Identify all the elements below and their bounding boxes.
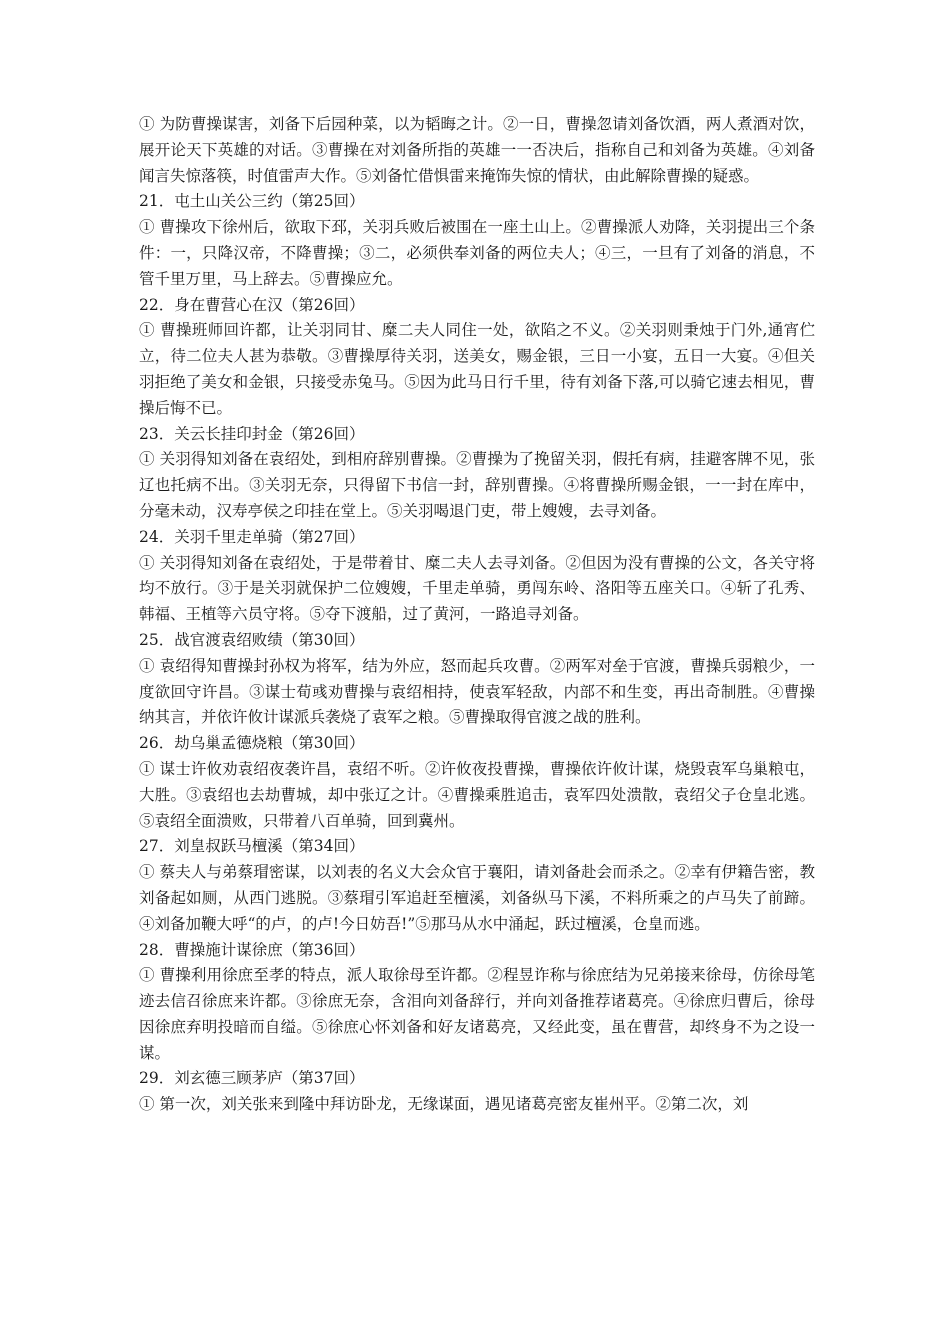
section-25	[139, 628, 815, 731]
section-paragraph: ① 曹操班师回许都，让关羽同甘、糜二夫人同住一处，欲陷之不义。②关羽则秉烛于门外,通宵伫立，待二位夫人甚为恭敬。③曹操厚待关羽，送美女，赐金银，三日一小宴，五日一大宴。④但关羽拒绝了美女和金银，只接受赤兔马。⑤因为此马日行千里，待有刘备下落,可以骑它速去相见，曹操后悔不已。	[139, 321, 815, 417]
section-heading: 21．屯土山关公三约（第25回）	[139, 192, 365, 211]
section-heading: 28．曹操施计谋徐庶（第36回）	[139, 940, 365, 959]
section-heading: 27．刘皇叔跃马檀溪（第34回）	[139, 837, 365, 856]
section-heading: 23．关云长挂印封金（第26回）	[139, 424, 365, 443]
section-paragraph: ① 曹操攻下徐州后，欲取下邳，关羽兵败后被围在一座土山上。②曹操派人劝降，关羽提出三个条件：一，只降汉帝，不降曹操；③二，必须供奉刘备的两位夫人；④三，一旦有了刘备的消息，不管千里万里，马上辞去。⑤曹操应允。	[139, 218, 815, 288]
section-paragraph: ① 关羽得知刘备在袁绍处，到相府辞别曹操。②曹操为了挽留关羽，假托有病，挂避客牌不见，张辽也托病不出。③关羽无奈，只得留下书信一封，辞别曹操。④将曹操所赐金银，一一封在库中，分毫未动，汉寿亭侯之印挂在堂上。⑤关羽喝退门吏，带上嫂嫂，去寻刘备。	[139, 450, 815, 520]
section-29	[139, 1066, 815, 1118]
section-26	[139, 731, 815, 834]
section-heading: 26．劫乌巢孟德烧粮（第30回）	[139, 734, 365, 753]
section-heading: 24．关羽千里走单骑（第27回）	[139, 527, 365, 546]
section-24	[139, 525, 815, 628]
section-heading: 22．身在曹营心在汉（第26回）	[139, 295, 365, 314]
section-paragraph: ① 关羽得知刘备在袁绍处，于是带着甘、糜二夫人去寻刘备。②但因为没有曹操的公文，各关守将均不放行。③于是关羽就保护二位嫂嫂，千里走单骑，勇闯东岭、洛阳等五座关口。④斩了孔秀、韩福、王植等六员守将。⑤夺下渡船，过了黄河，一路追寻刘备。	[139, 553, 815, 624]
section-23	[139, 422, 815, 525]
section-paragraph: ① 第一次，刘关张来到隆中拜访卧龙，无缘谋面，遇见诸葛亮密友崔州平。②第二次，刘	[139, 1095, 749, 1114]
section-27	[139, 834, 815, 937]
section-22	[139, 293, 815, 422]
section-paragraph: ① 蔡夫人与弟蔡瑁密谋，以刘表的名义大会众官于襄阳，请刘备赴会而杀之。②幸有伊籍告密，教刘备起如厕，从西门逃脱。③蔡瑁引军追赶至檀溪，刘备纵马下溪，不料所乘之的卢马失了前蹄。④刘备加鞭大呼“的卢，的卢!今日妨吾!”⑤那马从水中涌起，跃过檀溪，仓皇而逃。	[139, 863, 815, 933]
section-paragraph: ① 袁绍得知曹操封孙权为将军，结为外应，怒而起兵攻曹。②两军对垒于官渡，曹操兵弱粮少，一度欲回守许昌。③谋士荀彧劝曹操与袁绍相持，使袁军轻敌，内部不和生变，再出奇制胜。④曹操纳其言，并依许攸计谋派兵袭烧了袁军之粮。⑤曹操取得官渡之战的胜利。	[139, 656, 815, 727]
section-paragraph: ① 曹操利用徐庶至孝的特点，派人取徐母至许都。②程昱诈称与徐庶结为兄弟接来徐母，仿徐母笔迹去信召徐庶来许都。③徐庶无奈，含泪向刘备辞行，并向刘备推荐诸葛亮。④徐庶归曹后，徐母因徐庶弃明投暗而自缢。⑤徐庶心怀刘备和好友诸葛亮，又经此变，虽在曹营，却终身不为之设一谋。	[139, 966, 815, 1062]
section-28	[139, 938, 815, 1067]
section-heading: 25．战官渡袁绍败绩（第30回）	[139, 630, 365, 649]
section-heading: 29．刘玄德三顾茅庐（第37回）	[139, 1069, 365, 1088]
document-page	[139, 112, 815, 1118]
section-21	[139, 189, 815, 292]
intro-paragraph: ① 为防曹操谋害，刘备下后园种菜，以为韬晦之计。②一日，曹操忽请刘备饮酒，两人煮酒对饮，展开论天下英雄的对话。③曹操在对刘备所指的英雄一一否决后，指称自己和刘备为英雄。④刘备闻言失惊落筷，时值雷声大作。⑤刘备忙借惧雷来掩饰失惊的情状，由此解除曹操的疑惑。	[139, 115, 815, 185]
section-paragraph: ① 谋士许攸劝袁绍夜袭许昌，袁绍不听。②许攸夜投曹操，曹操依许攸计谋，烧毁袁军乌巢粮屯，大胜。③袁绍也去劫曹城，却中张辽之计。④曹操乘胜追击，袁军四处溃散，袁绍父子仓皇北逃。⑤袁绍全面溃败，只带着八百单骑，回到冀州。	[139, 759, 815, 830]
